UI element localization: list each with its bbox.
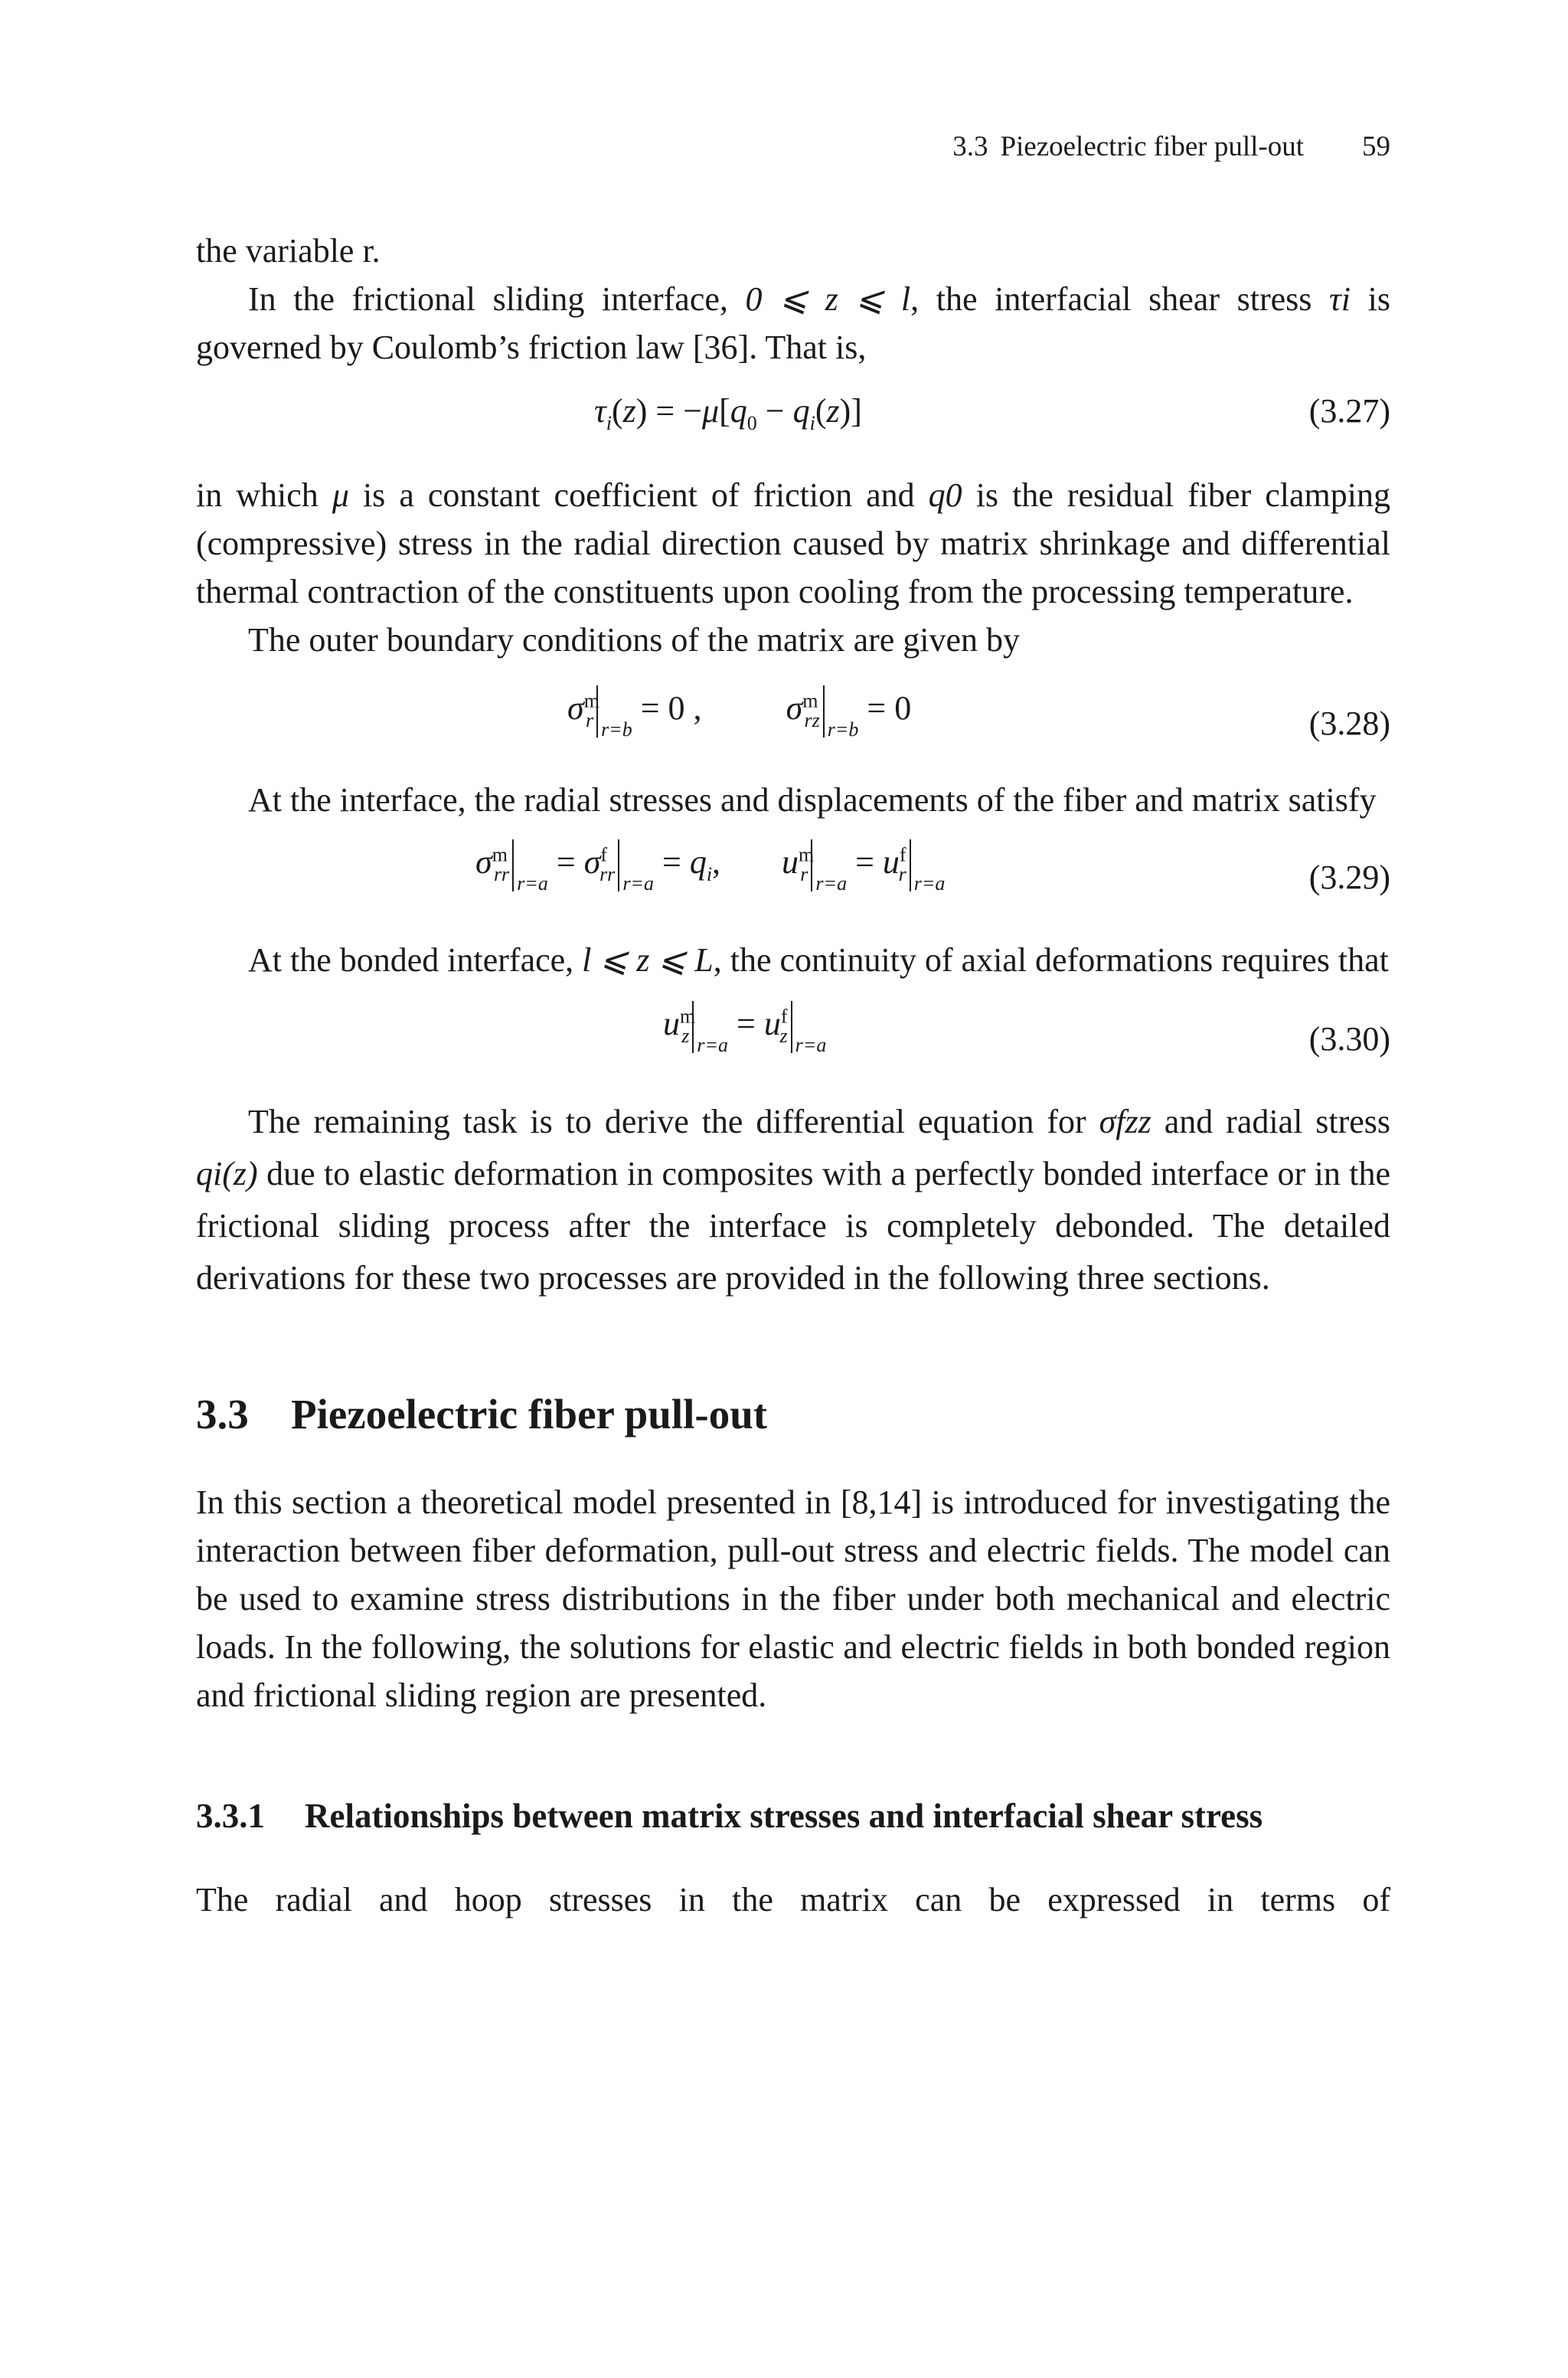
inline-math-sigma-f-zz: σfzz [1099, 1103, 1152, 1140]
paragraph-3-text-c: is a constant coefficient of friction and [362, 476, 915, 514]
inline-math-q0: q0 [928, 476, 962, 514]
inline-math-tau: τi [1329, 280, 1351, 318]
paragraph-8-text: In this section a theoretical model presented in [8,14] is introduced for investigating the interaction between fiber deformation, pull-out stress and electric fields. The model can be used to examine stress distributions in the fiber under both mechanical and electric loads. In the following, the solutions for elastic and electric fields in both bonded region and frictional sliding region are presented. [196, 1483, 1390, 1714]
paragraph-5 [196, 776, 1390, 824]
subsection-heading-title: Relationships between matrix stresses and interfacial shear stress [305, 1797, 1263, 1835]
equation-3-27-math: $\tau_i(z) = -\mu[q_0 - q_i(z)]$ [594, 392, 862, 434]
header-section-number: 3.3 [952, 131, 988, 162]
paragraph-9-text: The radial and hoop stresses in the matrix can be expressed in terms of [196, 1881, 1390, 1918]
paragraph-4 [196, 616, 1390, 664]
paragraph-2 [196, 275, 1390, 371]
equation-3-28 [196, 685, 1390, 776]
equation-3-29-label: (3.29) [1308, 859, 1390, 896]
paragraph-2-text-e: is governed by Coulomb’s friction law [36]. That is, [196, 280, 1391, 366]
equation-3-30-math: $u^m_z$ $_{r=a} = u^f_z$ $_{r=a}$ [663, 1001, 826, 1057]
paragraph-2-text-a: In the frictional sliding interface, [248, 280, 728, 318]
equation-3-29-math: $\sigma^m_{rr}$ $_{r=a} = \sigma^f_{rr}$ $_{r=a} = q_i$, $u^m_r$ $_{r=a} = u^f_r$ $_{r=a}$ [475, 839, 945, 895]
section-heading [196, 1390, 1390, 1438]
paragraph-1 [196, 227, 1390, 275]
equation-3-29 [196, 839, 1390, 936]
inline-math-mu: μ [332, 476, 349, 514]
section-heading-number: 3.3 [196, 1391, 249, 1438]
paragraph-9 [196, 1876, 1390, 1924]
paragraph-3-text-e: is the residual fiber clamping (compressive) stress in the radial direction caused by matrix shrinkage and differential thermal contraction of the constituents upon cooling from the processing temperature. [196, 476, 1390, 610]
page-number: 59 [1362, 131, 1390, 162]
equation-3-27 [196, 382, 1390, 471]
paragraph-7-text-e: due to elastic deformation in composites with a perfectly bonded interface or in the frictional sliding process after the interface is completely debonded. The detailed derivations for these two processes are provided in the following three sections. [196, 1155, 1390, 1297]
equation-3-30 [196, 1001, 1390, 1096]
paragraph-6 [196, 936, 1390, 984]
paragraph-7-text-a: The remaining task is to derive the differential equation for [248, 1103, 1086, 1140]
paragraph-7-text-c: and radial stress [1164, 1103, 1391, 1140]
inline-math-qi-z: qi(z) [196, 1155, 258, 1192]
section-heading-title: Piezoelectric fiber pull-out [291, 1391, 768, 1438]
paragraph-3-text-a: in which [196, 476, 318, 514]
header-section-title: Piezoelectric fiber pull-out [1000, 131, 1304, 162]
equation-3-28-math: $\sigma^m_r$ $_{r=b}$ = 0 , $\sigma^m_{rz}$ $_{r=b}$ = 0 [567, 685, 911, 741]
inline-math-bonded-range: l ⩽ z ⩽ L [582, 941, 714, 979]
subsection-heading [196, 1796, 1390, 1836]
paragraph-7 [196, 1096, 1390, 1304]
paragraph-6-text-a: At the bonded interface, [248, 941, 574, 979]
paragraph-3 [196, 471, 1390, 616]
paragraph-1-text: the variable r. [196, 232, 381, 270]
equation-3-28-label: (3.28) [1308, 705, 1390, 742]
running-header [952, 130, 1390, 163]
inline-math-sliding-range: 0 ⩽ z ⩽ l [745, 280, 911, 318]
subsection-heading-number: 3.3.1 [196, 1797, 265, 1835]
paragraph-5-text: At the interface, the radial stresses and displacements of the fiber and matrix satisfy [248, 781, 1377, 819]
paragraph-6-text-c: , the continuity of axial deformations requires that [713, 941, 1389, 979]
paragraph-2-text-c: , the interfacial shear stress [910, 280, 1312, 318]
paragraph-8 [196, 1478, 1390, 1719]
paragraph-4-text: The outer boundary conditions of the matrix are given by [248, 621, 1021, 659]
equation-3-27-label: (3.27) [1308, 392, 1390, 430]
equation-3-30-label: (3.30) [1308, 1020, 1390, 1058]
page-body [196, 227, 1390, 1924]
